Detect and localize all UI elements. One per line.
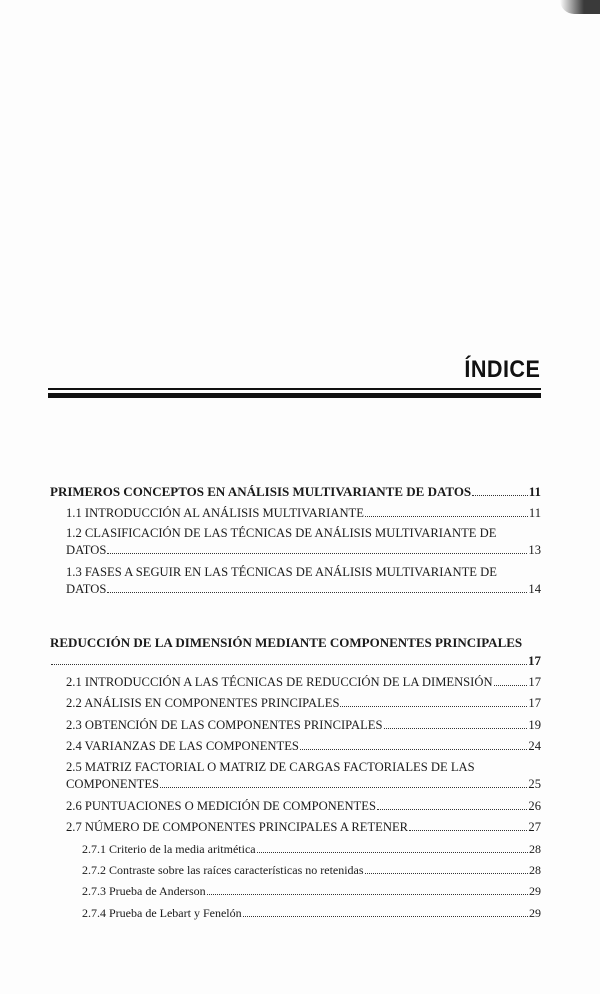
toc-entry-title: 2.7 NÚMERO DE COMPONENTES PRINCIPALES A RETENER — [66, 820, 409, 834]
dot-leader — [365, 873, 528, 874]
toc-page-number: 17 — [528, 653, 541, 668]
toc-entry — [82, 905, 541, 921]
toc-page-number: 28 — [529, 863, 541, 877]
dot-leader — [377, 809, 527, 810]
toc-entry-line — [66, 525, 541, 541]
toc-entry — [66, 819, 541, 835]
dot-leader — [107, 553, 527, 554]
toc-entry-title: 2.7.2 Contraste sobre las raíces características no retenidas — [82, 863, 364, 877]
dot-leader — [207, 894, 528, 895]
toc-entry — [50, 653, 541, 669]
toc-entry — [82, 841, 541, 857]
toc-page-number: 27 — [528, 820, 541, 834]
dot-leader — [51, 664, 527, 665]
toc-page-number: 11 — [528, 484, 541, 499]
toc-page-number: 28 — [529, 842, 541, 856]
toc-entry — [82, 862, 541, 878]
toc-entry-title: 2.4 VARIANZAS DE LAS COMPONENTES — [66, 739, 299, 753]
toc-page-number: 11 — [528, 506, 541, 520]
toc-entry-line — [50, 635, 541, 651]
toc-page-number: 29 — [529, 906, 541, 920]
toc-page-number: 14 — [528, 582, 541, 596]
page-title: ÍNDICE — [464, 356, 540, 383]
toc-entry-title: 2.6 PUNTUACIONES O MEDICIÓN DE COMPONENTES — [66, 799, 376, 813]
dot-leader — [160, 787, 527, 788]
toc-page-number: 24 — [528, 739, 541, 753]
toc-entry — [66, 776, 541, 792]
toc-entry — [66, 695, 541, 711]
dot-leader — [257, 852, 528, 853]
toc-entry — [66, 505, 541, 521]
toc-entry — [66, 542, 541, 558]
dot-leader — [472, 495, 528, 496]
toc-entry-title: 2.7.1 Criterio de la media aritmética — [82, 842, 256, 856]
toc-entry — [66, 798, 541, 814]
scan-smudge — [560, 0, 600, 14]
toc-page-number: 29 — [529, 884, 541, 898]
toc-page-number: 19 — [528, 718, 541, 732]
toc-entry — [50, 484, 541, 500]
toc-entry — [66, 581, 541, 597]
dot-leader — [365, 516, 528, 517]
toc-entry-title: DATOS — [66, 543, 107, 557]
dot-leader — [384, 728, 528, 729]
toc-entry-line — [66, 564, 541, 580]
toc-entry-title: PRIMEROS CONCEPTOS EN ANÁLISIS MULTIVARIANTE DE DATOS — [50, 484, 472, 499]
toc-entry-title: 2.5 MATRIZ FACTORIAL O MATRIZ DE CARGAS FACTORIALES DE LAS — [66, 760, 475, 774]
dot-leader — [243, 916, 528, 917]
toc-page-number: 17 — [528, 675, 541, 689]
title-rule-thin — [48, 388, 541, 390]
toc-page-number: 26 — [528, 799, 541, 813]
toc-entry-title: COMPONENTES — [66, 777, 160, 791]
toc-entry-title: 2.1 INTRODUCCIÓN A LAS TÉCNICAS DE REDUCCIÓN DE LA DIMENSIÓN — [66, 675, 493, 689]
toc-entry-title: REDUCCIÓN DE LA DIMENSIÓN MEDIANTE COMPONENTES PRINCIPALES — [50, 635, 523, 650]
dot-leader — [300, 749, 528, 750]
title-rule-thick — [48, 393, 541, 398]
toc-entry — [66, 738, 541, 754]
toc-entry — [66, 717, 541, 733]
toc-entry-title: DATOS — [66, 582, 107, 596]
toc-entry — [82, 883, 541, 899]
dot-leader — [107, 592, 527, 593]
toc-entry-title: 1.1 INTRODUCCIÓN AL ANÁLISIS MULTIVARIANTE — [66, 506, 364, 520]
dot-leader — [494, 685, 528, 686]
toc-entry-title: 2.7.3 Prueba de Anderson — [82, 884, 206, 898]
toc-page-number: 13 — [528, 543, 541, 557]
toc-entry-title: 2.7.4 Prueba de Lebart y Fenelón — [82, 906, 242, 920]
dot-leader — [409, 830, 527, 831]
toc-entry-title: 1.3 FASES A SEGUIR EN LAS TÉCNICAS DE ANÁLISIS MULTIVARIANTE DE — [66, 565, 497, 579]
toc-page-number: 25 — [528, 777, 541, 791]
toc-entry-title: 2.3 OBTENCIÓN DE LAS COMPONENTES PRINCIPALES — [66, 718, 383, 732]
toc-entry-line — [66, 759, 541, 775]
toc-page-number: 17 — [528, 696, 541, 710]
toc-entry — [66, 674, 541, 690]
toc-entry-title: 2.2 ANÁLISIS EN COMPONENTES PRINCIPALES — [66, 696, 340, 710]
dot-leader — [340, 706, 527, 707]
toc-entry-title: 1.2 CLASIFICACIÓN DE LAS TÉCNICAS DE ANÁLISIS MULTIVARIANTE DE — [66, 526, 497, 540]
